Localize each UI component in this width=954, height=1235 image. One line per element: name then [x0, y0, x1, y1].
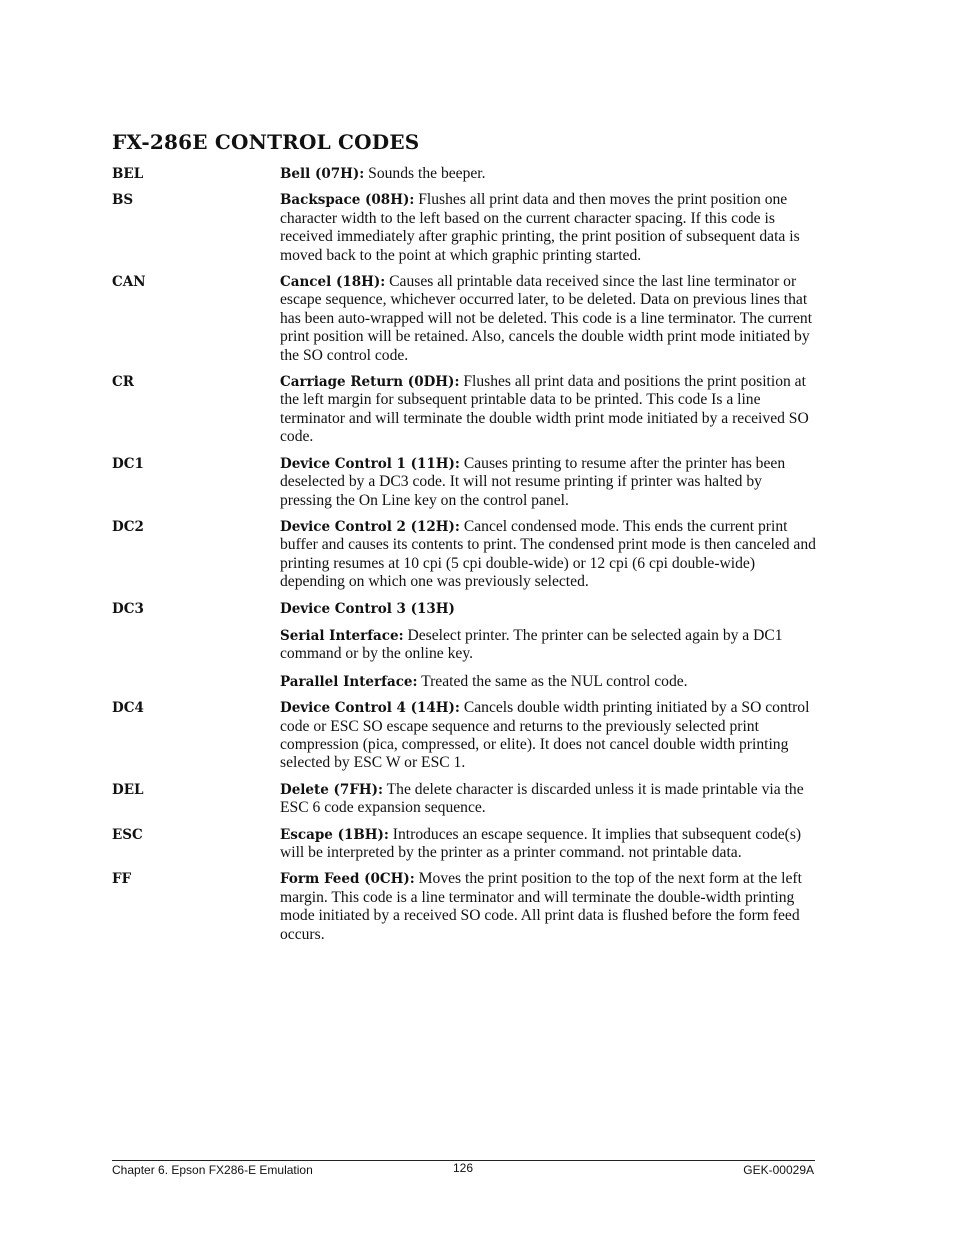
control-code-description: [280, 373, 817, 447]
description-paragraph: [280, 600, 817, 618]
description-paragraph: [280, 191, 817, 265]
description-paragraph: [280, 373, 817, 447]
description-paragraph: [280, 870, 817, 944]
code-term: Device Control 1 (11H):: [280, 455, 460, 472]
description-paragraph: [280, 826, 817, 863]
code-description-text: Treated the same as the NUL control code.: [417, 672, 688, 690]
control-code-mnemonic: DC4: [112, 700, 144, 717]
code-description-text: Flushes all print data and then moves the print position one character width to the left based on the current character spacing. If this code is received immediately after graphic printing, the print position of subsequent data is moved back to the point at which graphic printing started.: [280, 191, 800, 264]
code-term: Form Feed (0CH):: [280, 871, 415, 888]
control-code-description: [280, 870, 817, 944]
code-term: Bell (07H):: [280, 166, 365, 182]
control-code-mnemonic: BEL: [112, 166, 144, 182]
code-description-text: Moves the print position to the top of the next form at the left margin. This code is a line terminator and will terminate the double-width printing mode initiated by a received SO code. All print data is flushed before the form feed occurs.: [280, 870, 802, 943]
control-code-mnemonic: BS: [112, 192, 134, 209]
control-code-list: [112, 165, 817, 952]
control-code-description: [280, 518, 817, 592]
code-description-text: The delete character is discarded unless it is made printable via the ESC 6 code expansion sequence.: [280, 780, 804, 817]
code-description-text: Flushes all print data and positions the print position at the left margin for subsequent printable data to be printed. This code Is a line terminator and will terminate the double width print mode initiated by a received SO code.: [280, 373, 809, 446]
control-code-description: [280, 600, 817, 692]
code-description-text: Introduces an escape sequence. It implies that subsequent code(s) will be interpreted by the printer as a printer command. not printable data.: [280, 825, 802, 861]
control-code-description: [280, 273, 817, 365]
control-code-mnemonic: CAN: [112, 274, 146, 291]
control-code-mnemonic: DC2: [112, 518, 144, 535]
control-code-description: [280, 826, 817, 863]
page-title: FX-286E CONTROL CODES: [112, 130, 420, 154]
control-code-description: [280, 699, 817, 773]
control-code-mnemonic: CR: [112, 374, 134, 391]
code-term: Device Control 4 (14H):: [280, 700, 460, 717]
control-code-mnemonic: DC3: [112, 600, 144, 617]
code-description-text: Deselect printer. The printer can be selected again by a DC1 command or by the online key.: [280, 626, 783, 663]
description-paragraph: [280, 673, 817, 691]
control-code-description: [280, 455, 817, 510]
description-paragraph: [280, 165, 817, 183]
control-code-entry: [112, 455, 817, 510]
code-term: Escape (1BH):: [280, 826, 389, 843]
control-code-entry: [112, 699, 817, 773]
control-code-entry: [112, 781, 817, 818]
code-term: Device Control 3 (13H): [280, 600, 455, 617]
control-code-description: [280, 191, 817, 265]
control-code-mnemonic: FF: [112, 871, 132, 888]
code-term: Backspace (08H):: [280, 192, 415, 209]
control-code-mnemonic: DEL: [112, 781, 144, 798]
code-term: Device Control 2 (12H):: [280, 518, 460, 535]
description-paragraph: [280, 455, 817, 510]
code-term: Delete (7FH):: [280, 781, 384, 798]
code-term: Cancel (18H):: [280, 274, 386, 291]
footer-page-number: 126: [453, 1161, 474, 1175]
control-code-entry: [112, 826, 817, 863]
code-description-text: Sounds the beeper.: [364, 165, 486, 182]
control-code-entry: [112, 518, 817, 592]
control-code-mnemonic: DC1: [112, 455, 144, 472]
code-description-text: Cancel condensed mode. This ends the current print buffer and causes its contents to print. The condensed print mode is then canceled and printing resumes at 10 cpi (5 cpi double-wide) or 12 cpi (6 cpi double-wide) depending on which one was previously selected.: [280, 517, 816, 591]
control-code-description: [280, 165, 817, 183]
code-description-text: Causes printing to resume after the printer has been deselected by a DC3 code. It will not resume printing if printer was halted by pressing the On Line key on the control panel.: [280, 454, 786, 509]
control-code-description: [280, 781, 817, 818]
code-description-text: Cancels double width printing initiated by a SO control code or ESC SO escape sequence and returns to the previously selected print compression (pica, compressed, or elite). It does not cancel double width printing selected by ESC W or ESC 1.: [280, 699, 810, 772]
control-code-entry: [112, 191, 817, 265]
description-paragraph: [280, 627, 817, 664]
description-paragraph: [280, 518, 817, 592]
description-paragraph: [280, 699, 817, 773]
code-term: Serial Interface:: [280, 627, 404, 644]
footer-doc-id: GEK-00029A: [743, 1163, 814, 1177]
footer-chapter: Chapter 6. Epson FX286-E Emulation: [112, 1163, 313, 1177]
code-term: Carriage Return (0DH):: [280, 374, 460, 391]
description-paragraph: [280, 273, 817, 365]
control-code-entry: [112, 600, 817, 692]
control-code-entry: [112, 273, 817, 365]
code-term: Parallel Interface:: [280, 673, 418, 690]
control-code-entry: [112, 373, 817, 447]
control-code-mnemonic: ESC: [112, 826, 143, 843]
control-code-entry: [112, 870, 817, 944]
description-paragraph: [280, 781, 817, 818]
control-code-entry: [112, 165, 817, 183]
code-description-text: Causes all printable data received since the last line terminator or escape sequence, whichever occurred later, to be deleted. Data on previous lines that has been auto-wrapped will not be deleted. This code is a line terminator. The current print position will be retained. Also, cancels the double width print mode initiated by the SO control code.: [280, 273, 813, 364]
